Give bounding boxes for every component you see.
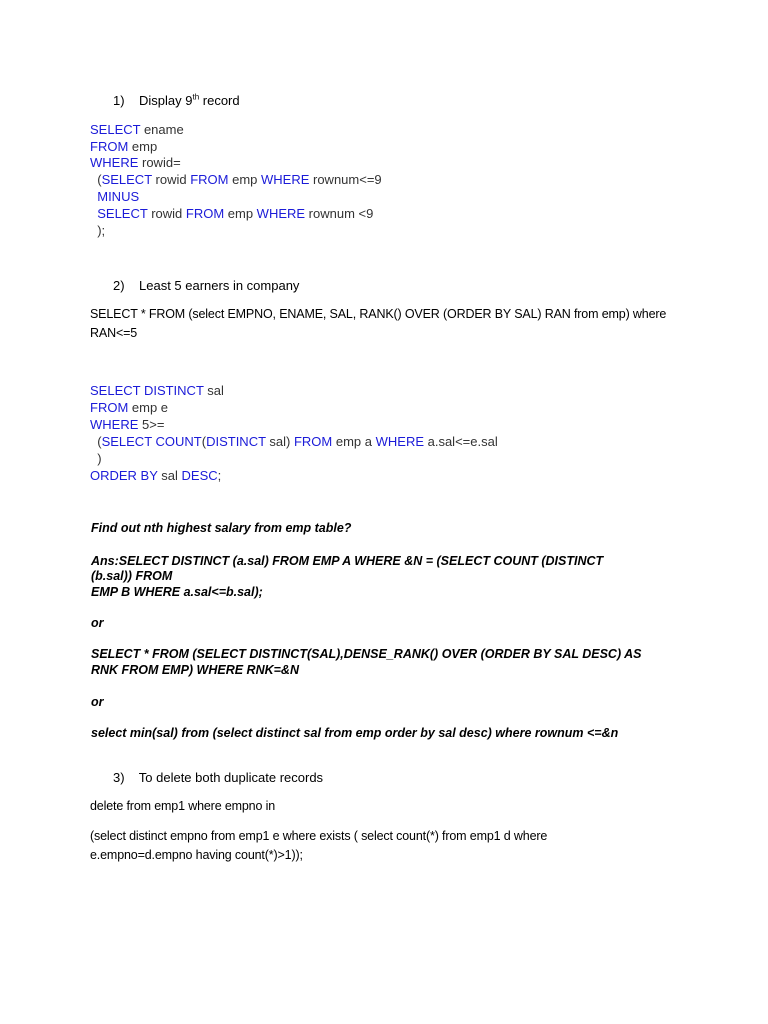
query-text: SELECT * FROM (select EMPNO, ENAME, SAL, RANK() OVER (ORDER BY SAL) RAN from emp) where (90, 307, 667, 321)
heading-display-9th-record: 1) Display 9th record (113, 92, 240, 108)
answer-text: (b.sal)) FROM (91, 569, 173, 583)
query-text: delete from emp1 where empno in (90, 799, 276, 813)
alternative-query: SELECT * FROM (SELECT DISTINCT(SAL),DENSE_RANK() OVER (ORDER BY SAL DESC) AS (91, 647, 642, 661)
code-line: ) (90, 451, 102, 466)
code-line: (SELECT COUNT(DISTINCT sal) FROM emp a WHERE a.sal<=e.sal (90, 434, 498, 449)
code-line: WHERE rowid= (90, 155, 181, 170)
or-separator: or (91, 616, 104, 630)
query-text: e.empno=d.empno having count(*)>1)); (90, 848, 303, 862)
code-line: ORDER BY sal DESC; (90, 468, 222, 483)
heading-delete-duplicates: 3) To delete both duplicate records (113, 770, 324, 785)
code-line: ); (90, 223, 106, 238)
code-line: WHERE 5>= (90, 417, 165, 432)
code-line: (SELECT rowid FROM emp WHERE rownum<=9 (90, 172, 382, 187)
code-line: SELECT rowid FROM emp WHERE rownum <9 (97, 206, 374, 221)
code-line: SELECT DISTINCT sal (90, 383, 224, 398)
query-text: (select distinct empno from emp1 e where exists ( select count(*) from emp1 d where (90, 829, 548, 843)
question-nth-highest-salary: Find out nth highest salary from emp table? (91, 521, 352, 535)
alternative-query: RNK FROM EMP) WHERE RNK=&N (91, 663, 299, 677)
code-line: FROM emp e (90, 400, 169, 415)
code-line: FROM emp (90, 139, 158, 154)
answer-text: EMP B WHERE a.sal<=b.sal); (91, 585, 263, 599)
answer-text: Ans:SELECT DISTINCT (a.sal) FROM EMP A WHERE &N = (SELECT COUNT (DISTINCT (91, 554, 604, 568)
code-line: SELECT ename (90, 122, 184, 137)
query-text: RAN<=5 (90, 326, 138, 340)
heading-least-5-earners: 2) Least 5 earners in company (113, 278, 300, 293)
or-separator: or (91, 695, 104, 709)
code-line: MINUS (97, 189, 140, 204)
alternative-query: select min(sal) from (select distinct sal from emp order by sal desc) where rownum <=&n (91, 726, 619, 740)
